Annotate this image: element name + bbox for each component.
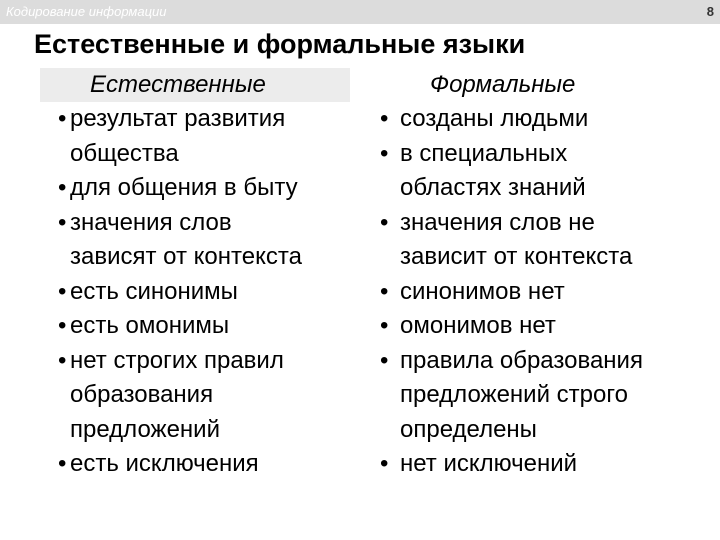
bullet-icon: •	[380, 277, 389, 305]
bullet-icon: •	[380, 208, 389, 236]
natural-item-line: есть исключения	[70, 450, 259, 477]
natural-item	[40, 171, 350, 206]
bullet-icon: •	[380, 105, 389, 132]
formal-item-line: зависит от контекста	[400, 243, 633, 270]
formal-item	[350, 102, 685, 137]
natural-item-line: есть синонимы	[70, 277, 238, 305]
formal-item-line: определены	[400, 415, 537, 443]
formal-item	[350, 447, 685, 482]
section-title: Кодирование информации	[6, 4, 167, 19]
formal-languages-column	[350, 68, 685, 512]
formal-item	[350, 206, 685, 275]
formal-item-line: областях знаний	[400, 174, 586, 201]
bullet-icon: •	[380, 139, 389, 167]
bullet-icon: •	[58, 105, 67, 132]
bullet-icon: •	[58, 277, 67, 305]
natural-item-line: результат развития	[70, 105, 286, 132]
formal-item	[350, 309, 685, 344]
natural-item-line: зависят от контекста	[70, 243, 302, 270]
formal-item	[350, 137, 685, 206]
natural-list	[40, 102, 350, 482]
natural-item-line: нет строгих правил	[70, 346, 284, 374]
formal-item-line: значения слов не	[400, 208, 595, 236]
bullet-icon: •	[380, 450, 389, 477]
bullet-icon: •	[58, 312, 67, 339]
natural-item	[40, 447, 350, 482]
slide-header-bar	[0, 0, 720, 24]
formal-item-line: омонимов нет	[400, 312, 556, 339]
bullet-icon: •	[380, 312, 389, 339]
bullet-icon: •	[380, 346, 389, 374]
natural-item-line: есть омонимы	[70, 312, 230, 339]
bullet-icon: •	[58, 450, 67, 477]
formal-item-line: нет исключений	[400, 450, 578, 477]
slide-title: Естественные и формальные языки	[34, 29, 526, 59]
bullet-icon: •	[58, 208, 67, 236]
natural-item	[40, 275, 350, 310]
natural-item	[40, 309, 350, 344]
bullet-icon: •	[58, 174, 67, 201]
formal-item	[350, 275, 685, 310]
natural-item	[40, 102, 350, 171]
natural-item	[40, 344, 350, 448]
natural-item-line: предложений	[70, 415, 220, 443]
formal-list	[350, 102, 685, 482]
natural-languages-column	[40, 68, 350, 508]
formal-item	[350, 344, 685, 448]
formal-item-line: созданы людьми	[400, 105, 589, 132]
natural-item-line: образования	[70, 381, 214, 408]
natural-item	[40, 206, 350, 275]
formal-item-line: синонимов нет	[400, 277, 565, 305]
formal-item-line: предложений строго	[400, 381, 628, 408]
natural-column-heading: Естественные	[40, 68, 350, 102]
natural-item-line: общества	[70, 139, 179, 167]
natural-item-line: значения слов	[70, 208, 232, 236]
natural-item-line: для общения в быту	[70, 174, 298, 201]
bullet-icon: •	[58, 346, 67, 374]
formal-item-line: в специальных	[400, 139, 568, 167]
formal-item-line: правила образования	[400, 346, 643, 374]
page-number: 8	[706, 4, 714, 19]
formal-column-heading: Формальные	[430, 71, 576, 98]
